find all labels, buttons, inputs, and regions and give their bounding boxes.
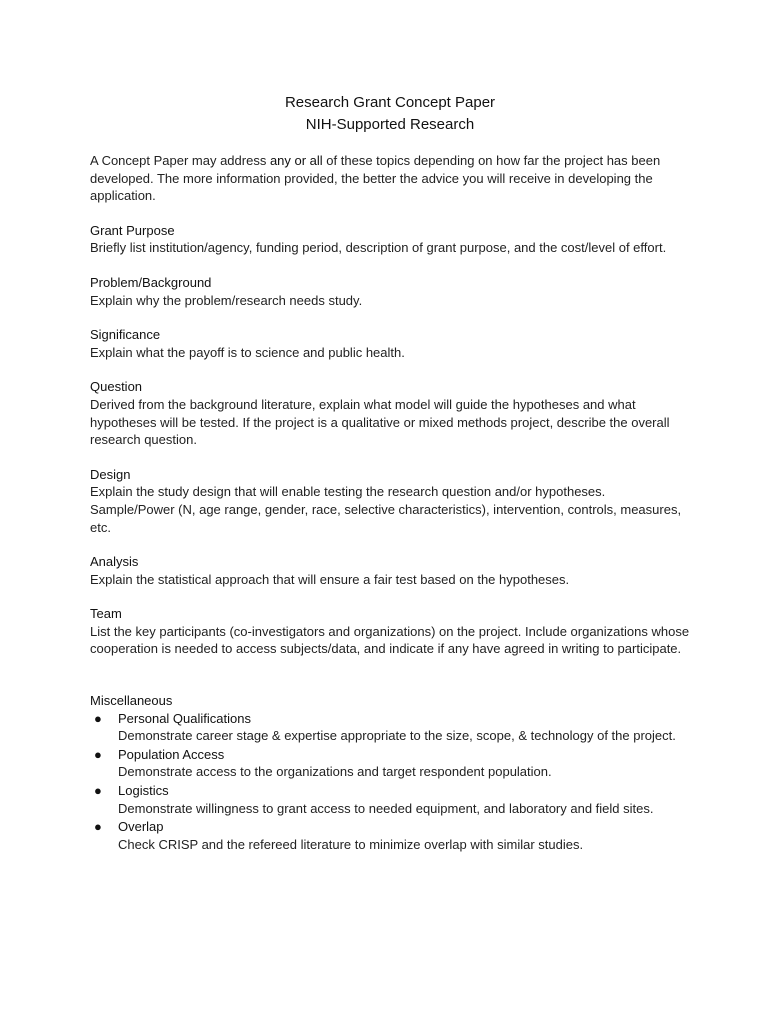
list-item-body: Demonstrate willingness to grant access to needed equipment, and laboratory and field sites. — [118, 800, 654, 816]
section-heading: Miscellaneous — [90, 693, 173, 709]
section-heading: Problem/Background — [90, 274, 212, 290]
list-item-title: Overlap — [118, 819, 164, 835]
list-item-body: Check CRISP and the refereed literature to minimize overlap with similar studies. — [118, 836, 584, 852]
list-item — [90, 710, 690, 745]
intro-text-end: of these topics depending on how far the project has been developed. The more information provided, the better the advice you will receive in developing the application. — [90, 153, 661, 204]
section-body: Explain why the problem/research needs study. — [90, 292, 363, 308]
section-body: Explain the study design that will enable testing the research question and/or hypotheses. Sample/Power (N, age range, gender, race, selective characteristics), intervention, controls, measures, etc. — [90, 484, 682, 535]
list-item — [90, 818, 690, 853]
list-item-body: Demonstrate career stage & expertise appropriate to the size, scope, & technology of the project. — [118, 728, 676, 744]
section-grant-purpose — [90, 222, 690, 257]
section-body: List the key participants (co-investigators and organizations) on the project. Include organizations whose cooperation is needed to access subjects/data, and indicate if any have agreed in writing to participate. — [90, 623, 690, 657]
section-miscellaneous — [90, 692, 690, 853]
list-item-title: Personal Qualifications — [118, 710, 251, 726]
list-item — [90, 746, 690, 781]
section-significance — [90, 326, 690, 361]
section-heading: Team — [90, 606, 122, 622]
section-heading: Question — [90, 379, 143, 395]
bullet-icon: ● — [94, 710, 102, 726]
section-team — [90, 605, 690, 658]
list-item-title: Population Access — [118, 746, 225, 762]
section-body: Explain the statistical approach that will ensure a fair test based on the hypotheses. — [90, 571, 570, 587]
section-heading: Significance — [90, 327, 161, 343]
bullet-icon: ● — [94, 746, 102, 762]
bullet-icon: ● — [94, 819, 102, 835]
intro-emphasis: any or all — [269, 153, 323, 168]
intro-paragraph — [90, 152, 690, 205]
intro-text-start: A Concept Paper may address — [90, 153, 270, 168]
section-analysis — [90, 553, 690, 588]
section-question — [90, 378, 690, 448]
section-body: Briefly list institution/agency, funding period, description of grant purpose, and the cost/level of effort. — [90, 240, 667, 256]
list-item-body: Demonstrate access to the organizations and target respondent population. — [118, 764, 552, 780]
document-title: Research Grant Concept Paper — [284, 94, 496, 111]
list-item — [90, 782, 690, 817]
bullet-icon: ● — [94, 783, 102, 799]
section-problem-background — [90, 274, 690, 309]
section-body: Derived from the background literature, explain what model will guide the hypotheses and what hypotheses will be tested. If the project is a qualitative or mixed methods project, describe the overall research question. — [90, 396, 670, 448]
section-design — [90, 466, 690, 536]
section-body: Explain what the payoff is to science and public health. — [90, 344, 405, 360]
section-heading: Design — [90, 466, 131, 482]
section-heading: Grant Purpose — [90, 222, 175, 238]
list-item-title: Logistics — [118, 783, 169, 799]
document-page — [90, 92, 690, 854]
misc-bullet-list — [90, 710, 690, 854]
section-heading: Analysis — [90, 554, 139, 570]
document-subtitle: NIH-Supported Research — [305, 116, 475, 133]
